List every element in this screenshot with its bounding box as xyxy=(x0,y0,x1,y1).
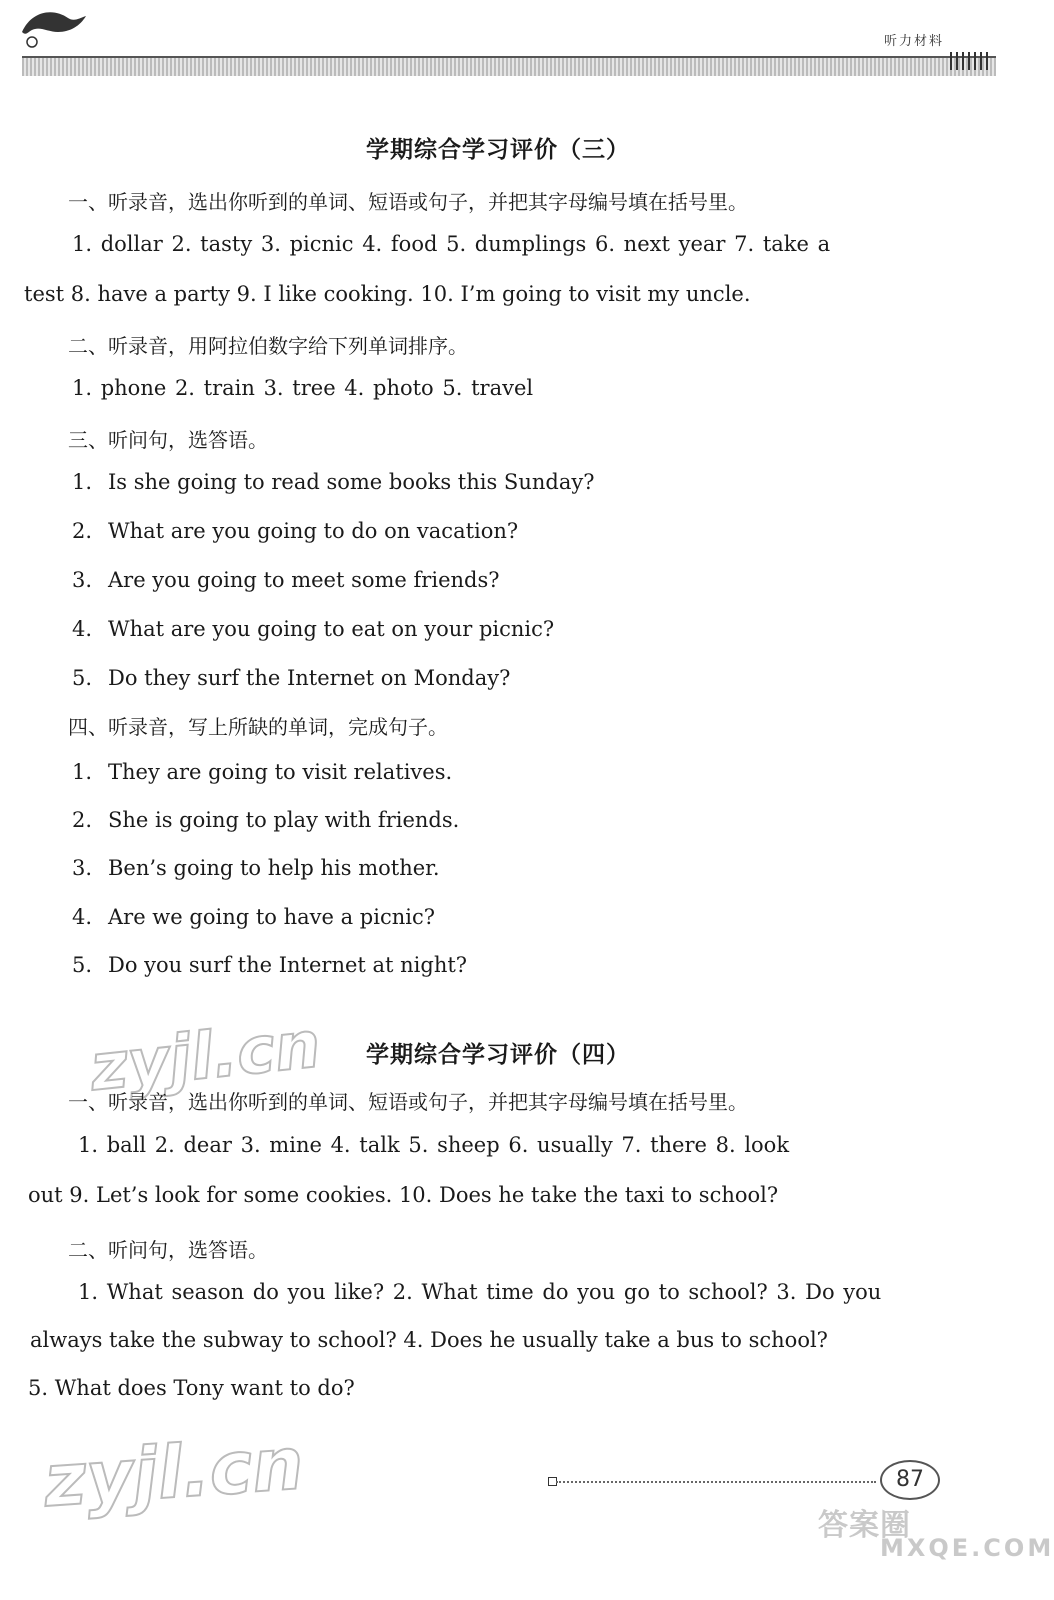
section3-title: 学期综合学习评价（三） xyxy=(366,137,630,163)
footer-dotted-rule xyxy=(556,1481,876,1483)
section3-part1-line1: 1. dollar 2. tasty 3. picnic 4. food 5. dumplings 6. next year 7. take a xyxy=(72,232,831,256)
section4-part1-instruction: 一、听录音，选出你听到的单词、短语或句子，并把其字母编号填在括号里。 xyxy=(68,1090,748,1114)
section4-part1-line2: out 9. Let’s look for some cookies. 10. Does he take the taxi to school? xyxy=(28,1183,779,1207)
section4-part1-line1: 1. ball 2. dear 3. mine 4. talk 5. sheep 6. usually 7. there 8. look xyxy=(78,1133,790,1157)
list-item: 1. They are going to visit relatives. xyxy=(72,760,453,784)
section4-part2-line1: 1. What season do you like? 2. What time do you go to school? 3. Do you xyxy=(78,1280,882,1304)
list-item: 1. Is she going to read some books this Sunday? xyxy=(72,470,595,494)
list-item: 3. Are you going to meet some friends? xyxy=(72,568,500,592)
bird-logo-icon xyxy=(18,6,88,52)
list-item: 2. She is going to play with friends. xyxy=(72,808,460,832)
section3-part2-line1: 1. phone 2. train 3. tree 4. photo 5. travel xyxy=(72,376,534,400)
header-tag: 听力材料 xyxy=(883,34,944,49)
list-item: 3. Ben’s going to help his mother. xyxy=(72,856,440,880)
section4-part2-line2: always take the subway to school? 4. Does he usually take a bus to school? xyxy=(30,1328,828,1352)
list-item: 5. Do they surf the Internet on Monday? xyxy=(72,666,511,690)
section4-part2-line3: 5. What does Tony want to do? xyxy=(28,1376,355,1400)
section4-part2-instruction: 二、听问句，选答语。 xyxy=(68,1238,268,1262)
header-rule xyxy=(22,56,996,76)
watermark-zyjl-bottom: zyjl.cn xyxy=(41,1421,307,1523)
watermark-daanquan: 答案圈 xyxy=(818,1508,911,1543)
section3-part4-instruction: 四、听录音，写上所缺的单词，完成句子。 xyxy=(68,715,448,739)
section3-part1-instruction: 一、听录音，选出你听到的单词、短语或句子，并把其字母编号填在括号里。 xyxy=(68,190,748,214)
page-header xyxy=(0,0,996,80)
list-item: 5. Do you surf the Internet at night? xyxy=(72,953,468,977)
list-item: 2. What are you going to do on vacation? xyxy=(72,519,519,543)
section3-part1-line2: test 8. have a party 9. I like cooking. 10. I’m going to visit my uncle. xyxy=(24,282,751,306)
section3-part3-instruction: 三、听问句，选答语。 xyxy=(68,428,268,452)
section3-part2-instruction: 二、听录音，用阿拉伯数字给下列单词排序。 xyxy=(68,334,468,358)
list-item: 4. Are we going to have a picnic? xyxy=(72,905,435,929)
section4-title: 学期综合学习评价（四） xyxy=(366,1042,630,1068)
list-item: 4. What are you going to eat on your picnic? xyxy=(72,617,555,641)
page-number: 87 xyxy=(880,1460,940,1500)
watermark-zyjl: zyjl.cn xyxy=(86,1008,324,1106)
watermark-mxqe: MXQE.COM xyxy=(880,1534,1054,1562)
header-bars xyxy=(950,52,988,70)
